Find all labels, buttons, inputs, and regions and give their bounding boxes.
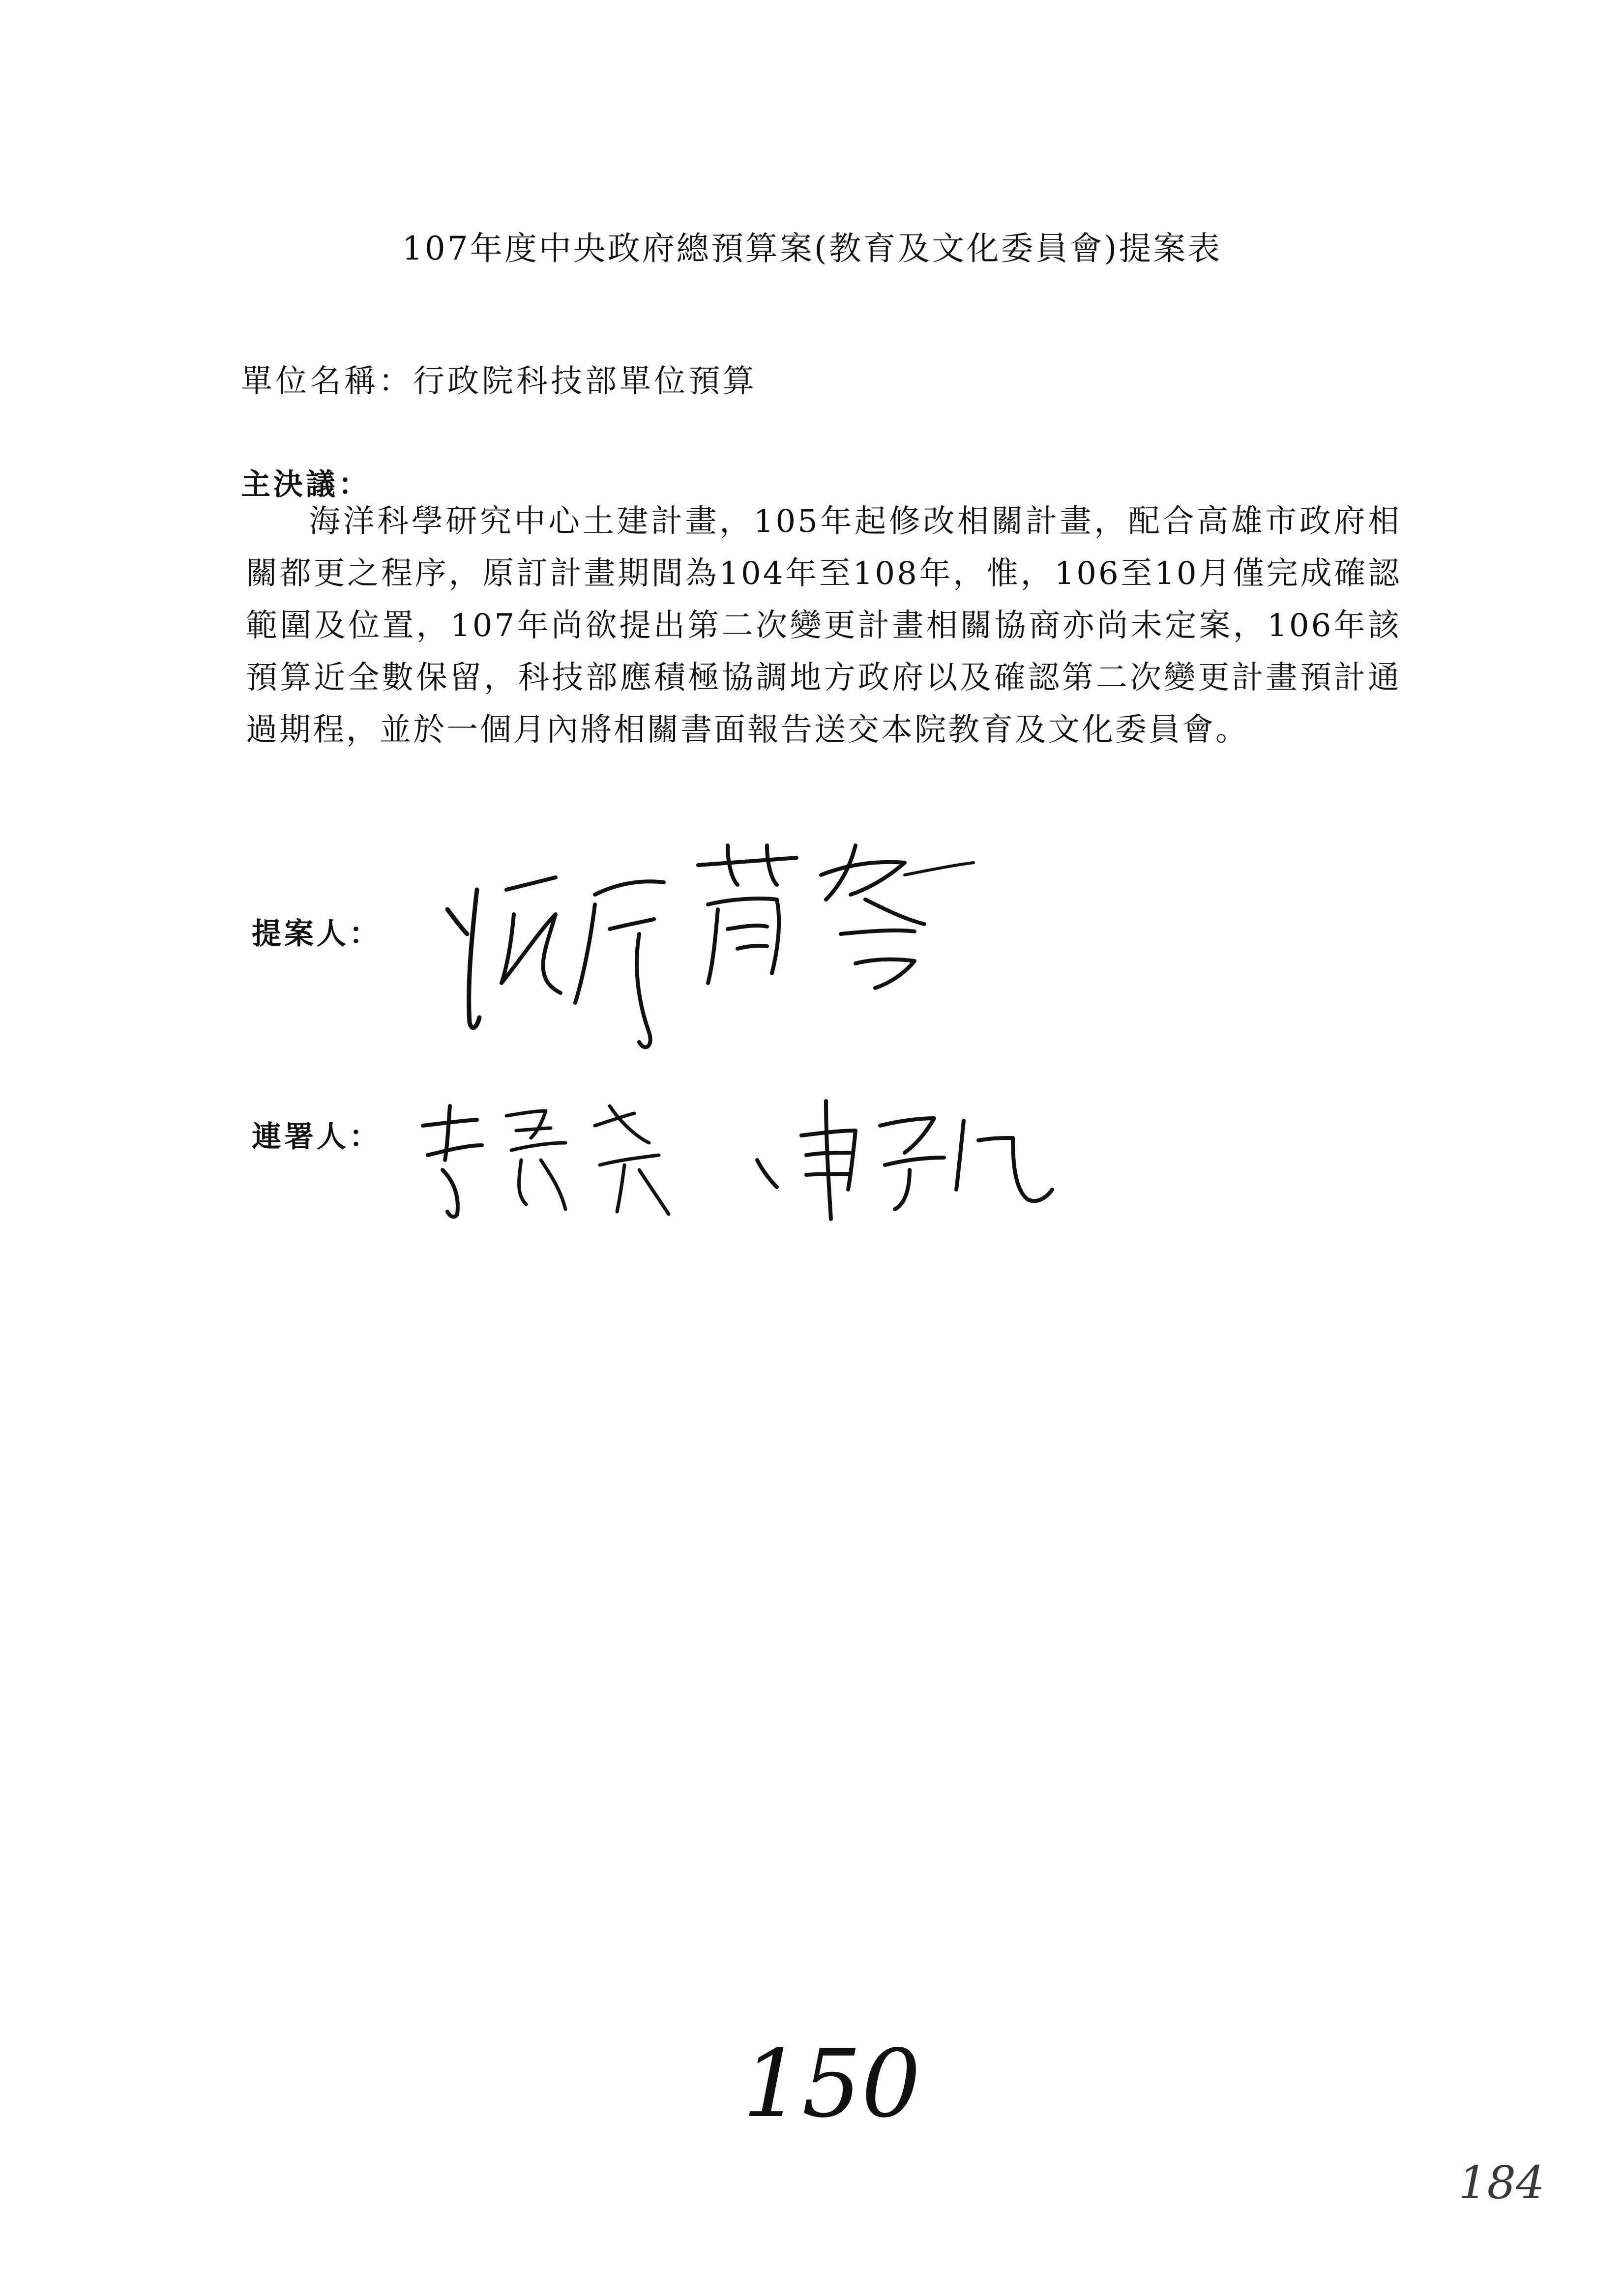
cosigner-signature-1: [413, 1096, 688, 1224]
cosigner-signature-2: [747, 1091, 1062, 1229]
handwritten-corner-mark: [1455, 2153, 1573, 2212]
proposer-signature: [433, 836, 993, 1072]
proposer-label: 提案人：: [252, 917, 382, 951]
unit-name: 單位名稱：行政院科技部單位預算: [241, 363, 757, 400]
document-title: 107年度中央政府總預算案(教育及文化委員會)提案表: [402, 230, 1222, 267]
corner-mark-text: 184: [1458, 2156, 1545, 2209]
cosigner-label: 連署人：: [252, 1120, 382, 1154]
main-resolution-label: 主決議：: [241, 467, 371, 502]
main-resolution-text: 海洋科學研究中心土建計畫，105年起修改相關計畫，配合高雄市政府相關都更之程序，原訂計畫期間為104年至108年，惟，106至10月僅完成確認範圍及位置，107年尚欲提出第二次變更計畫相關協商亦尚未定案，106年該預算近全數保留，科技部應積極協調地方政府以及確認第二次變更計畫預計通過期程，並於一個月內將相關書面報告送交本院教育及文化委員會。: [246, 503, 1401, 748]
page-number-text: 150: [742, 2030, 921, 2138]
handwritten-page-number: [738, 2030, 974, 2143]
